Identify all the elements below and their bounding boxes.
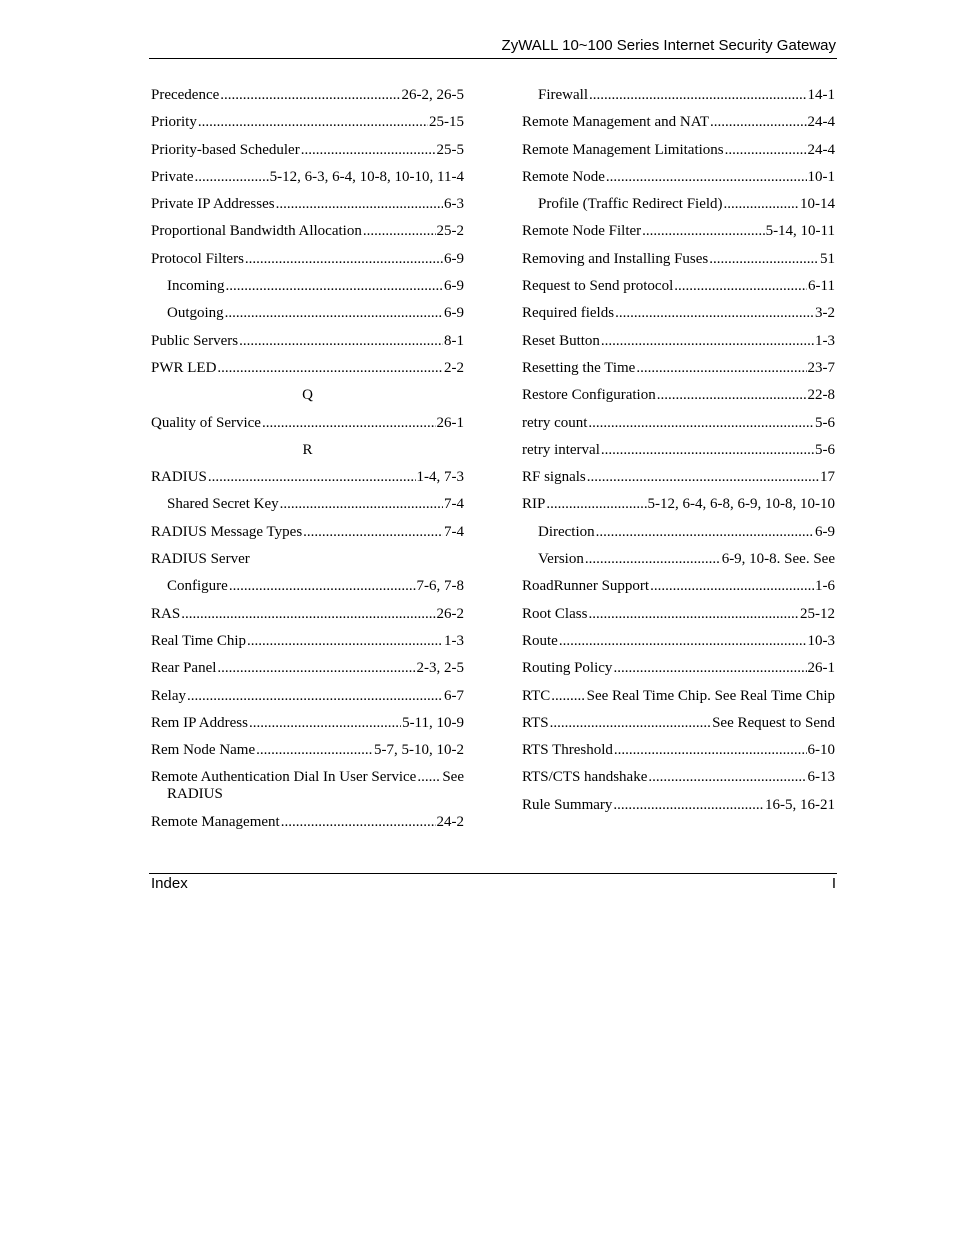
dot-leader bbox=[417, 769, 441, 786]
index-entry bbox=[522, 360, 835, 377]
index-page-refs: 26-2, 26-5 bbox=[401, 87, 464, 103]
index-term: Proportional Bandwidth Allocation bbox=[151, 223, 362, 240]
dot-leader bbox=[281, 814, 436, 831]
index-entry bbox=[522, 469, 835, 486]
index-page-refs: 5-7, 5-10, 10-2 bbox=[374, 742, 464, 759]
index-term: RTC bbox=[522, 687, 551, 704]
index-page-refs: 1-3 bbox=[444, 632, 464, 649]
dot-leader bbox=[642, 223, 764, 240]
dot-leader bbox=[636, 360, 806, 377]
dot-leader bbox=[588, 415, 814, 432]
index-page-refs: 6-9 bbox=[444, 278, 464, 295]
index-entry bbox=[522, 169, 835, 186]
index-term: RAS bbox=[151, 605, 181, 622]
index-page-refs: 16-5, 16-21 bbox=[765, 796, 835, 813]
index-subentry bbox=[522, 524, 835, 541]
dot-leader bbox=[303, 524, 443, 541]
index-letter-heading: Q bbox=[302, 387, 313, 404]
dot-leader bbox=[587, 469, 819, 486]
dot-leader bbox=[650, 578, 814, 595]
dot-leader bbox=[710, 114, 806, 131]
index-term: RADIUS Server bbox=[151, 551, 250, 568]
index-entry bbox=[151, 660, 464, 677]
index-entry bbox=[151, 251, 464, 268]
index-term: RTS bbox=[522, 714, 549, 731]
index-entry bbox=[522, 688, 835, 705]
index-term: RTS Threshold bbox=[522, 742, 613, 759]
index-page-refs: 5-6 bbox=[815, 441, 835, 458]
dot-leader bbox=[276, 196, 443, 213]
index-page-refs: 22-8 bbox=[807, 387, 835, 404]
dot-leader bbox=[588, 606, 799, 623]
index-term: Real Time Chip bbox=[151, 632, 247, 649]
dot-leader bbox=[245, 251, 443, 268]
index-entry bbox=[522, 415, 835, 432]
index-term: Remote Management Limitations bbox=[522, 141, 724, 158]
index-entry bbox=[151, 715, 464, 732]
dot-leader bbox=[550, 715, 711, 732]
index-page-refs: 26-2 bbox=[436, 605, 464, 622]
index-term: Precedence bbox=[151, 87, 220, 103]
index-page-refs: 7-4 bbox=[444, 523, 464, 540]
dot-leader bbox=[181, 606, 435, 623]
index-page-refs: See Request to Send bbox=[712, 714, 835, 731]
index-term: Rem Node Name bbox=[151, 742, 256, 759]
index-term: Reset Button bbox=[522, 332, 600, 349]
footer-page-number: I bbox=[831, 875, 836, 892]
index-page-refs: 24-2 bbox=[436, 813, 464, 830]
dot-leader bbox=[249, 715, 401, 732]
index-entry bbox=[522, 496, 835, 513]
index-term: Quality of Service bbox=[151, 414, 261, 431]
index-page-refs: 7-6, 7-8 bbox=[416, 578, 464, 595]
index-page-refs: 14-1 bbox=[807, 87, 835, 103]
index-term: Remote Node Filter bbox=[522, 223, 642, 240]
index-term: Shared Secret Key bbox=[167, 496, 279, 513]
dot-leader bbox=[229, 578, 416, 595]
index-term: RADIUS bbox=[151, 469, 207, 486]
dot-leader bbox=[725, 142, 807, 159]
dot-leader bbox=[615, 305, 814, 322]
index-page-refs: 24-4 bbox=[807, 141, 835, 158]
index-page-refs: 10-1 bbox=[807, 168, 835, 185]
index-term: Profile (Traffic Redirect Field) bbox=[538, 196, 723, 213]
index-column-right bbox=[522, 87, 835, 824]
index-entry bbox=[522, 715, 835, 732]
index-entry bbox=[522, 633, 835, 650]
dot-leader bbox=[280, 496, 443, 513]
dot-leader bbox=[724, 196, 799, 213]
index-page-refs: 1-6 bbox=[815, 578, 835, 595]
index-entry bbox=[522, 442, 835, 459]
index-term: Priority-based Scheduler bbox=[151, 141, 300, 158]
index-page-refs: See bbox=[442, 769, 464, 786]
dot-leader bbox=[613, 660, 806, 677]
index-term: RF signals bbox=[522, 469, 586, 486]
dot-leader bbox=[589, 87, 807, 104]
index-term: PWR LED bbox=[151, 359, 217, 376]
index-column-left bbox=[151, 87, 464, 841]
index-term: Direction bbox=[538, 523, 595, 540]
index-page-refs: 6-9 bbox=[444, 305, 464, 322]
index-page-refs: 10-14 bbox=[800, 196, 835, 213]
dot-leader bbox=[262, 415, 436, 432]
index-term: RTS/CTS handshake bbox=[522, 769, 648, 786]
index-entry bbox=[151, 142, 464, 159]
dot-leader bbox=[239, 333, 443, 350]
index-page-refs: 26-1 bbox=[436, 414, 464, 431]
index-entry bbox=[151, 469, 464, 486]
dot-leader bbox=[606, 169, 807, 186]
dot-leader bbox=[256, 742, 373, 759]
index-term: Route bbox=[522, 632, 558, 649]
header-divider bbox=[149, 58, 837, 59]
index-term: Rear Panel bbox=[151, 660, 217, 677]
index-page-refs: 17 bbox=[820, 469, 835, 486]
dot-leader bbox=[225, 305, 443, 322]
index-entry bbox=[151, 415, 464, 432]
index-entry bbox=[522, 797, 835, 814]
dot-leader bbox=[559, 633, 807, 650]
index-term: Rem IP Address bbox=[151, 714, 248, 731]
index-subentry bbox=[522, 87, 835, 104]
index-term: Configure bbox=[167, 578, 228, 595]
index-letter-heading: R bbox=[302, 441, 313, 458]
index-entry bbox=[151, 633, 464, 650]
index-entry bbox=[522, 142, 835, 159]
dot-leader bbox=[614, 742, 807, 759]
index-subentry bbox=[522, 196, 835, 213]
index-term: Version bbox=[538, 551, 584, 568]
index-page-refs: 6-13 bbox=[807, 769, 835, 786]
index-entry bbox=[151, 169, 464, 186]
index-entry bbox=[522, 606, 835, 623]
index-page-refs: 3-2 bbox=[815, 305, 835, 322]
index-term: RoadRunner Support bbox=[522, 578, 650, 595]
index-term: Resetting the Time bbox=[522, 359, 636, 376]
index-term: Private bbox=[151, 168, 194, 185]
index-page-refs: 26-1 bbox=[807, 660, 835, 677]
index-page-refs: See Real Time Chip. See Real Time Chip bbox=[586, 687, 835, 704]
index-term: Incoming bbox=[167, 278, 225, 295]
index-term: RADIUS Message Types bbox=[151, 523, 303, 540]
running-header-title: ZyWALL 10~100 Series Internet Security Gateway bbox=[501, 37, 836, 54]
index-entry bbox=[151, 606, 464, 623]
index-subentry bbox=[151, 305, 464, 322]
index-term: Removing and Installing Fuses bbox=[522, 250, 709, 267]
index-subentry bbox=[151, 578, 464, 595]
index-term: Protocol Filters bbox=[151, 250, 244, 267]
dot-leader bbox=[596, 524, 814, 541]
index-page-refs: 6-9 bbox=[444, 250, 464, 267]
index-subentry bbox=[151, 496, 464, 513]
index-page-refs: 5-14, 10-11 bbox=[765, 223, 835, 240]
index-entry bbox=[151, 551, 464, 568]
index-entry bbox=[151, 524, 464, 541]
index-page-refs: 5-12, 6-3, 6-4, 10-8, 10-10, 11-4 bbox=[269, 168, 464, 185]
index-entry bbox=[522, 305, 835, 322]
index-term: Private IP Addresses bbox=[151, 196, 275, 213]
dot-leader bbox=[709, 251, 819, 268]
index-entry bbox=[151, 814, 464, 831]
index-entry bbox=[522, 251, 835, 268]
index-term: RIP bbox=[522, 496, 546, 513]
index-entry bbox=[151, 196, 464, 213]
index-page-refs: 1-3 bbox=[815, 332, 835, 349]
index-entry bbox=[522, 387, 835, 404]
index-entry bbox=[151, 360, 464, 377]
dot-leader bbox=[226, 278, 444, 295]
dot-leader bbox=[217, 660, 415, 677]
index-page-refs: 25-15 bbox=[429, 114, 464, 131]
index-term: Remote Management and NAT bbox=[522, 114, 710, 131]
index-page-refs: 23-7 bbox=[807, 359, 835, 376]
index-page-refs: 24-4 bbox=[807, 114, 835, 131]
index-page-refs: 2-2 bbox=[444, 359, 464, 376]
dot-leader bbox=[613, 797, 764, 814]
index-term: Firewall bbox=[538, 87, 588, 103]
index-term: Outgoing bbox=[167, 305, 224, 322]
index-entry bbox=[522, 769, 835, 786]
index-entry bbox=[151, 769, 464, 803]
index-subentry bbox=[522, 551, 835, 568]
index-page-refs: 6-11 bbox=[808, 278, 835, 295]
index-entry bbox=[151, 114, 464, 131]
dot-leader bbox=[674, 278, 807, 295]
index-page-refs: 25-2 bbox=[436, 223, 464, 240]
index-entry bbox=[522, 660, 835, 677]
index-term: Public Servers bbox=[151, 332, 239, 349]
index-page-refs: 25-5 bbox=[436, 141, 464, 158]
index-entry bbox=[151, 688, 464, 705]
index-page-refs: 25-12 bbox=[800, 605, 835, 622]
footer-divider bbox=[149, 873, 837, 874]
dot-leader bbox=[198, 114, 428, 131]
index-page-refs: 6-7 bbox=[444, 687, 464, 704]
index-term: retry interval bbox=[522, 441, 600, 458]
index-page-refs: 8-1 bbox=[444, 332, 464, 349]
index-page-refs: 6-3 bbox=[444, 196, 464, 213]
footer-section-name: Index bbox=[151, 875, 188, 892]
dot-leader bbox=[648, 769, 806, 786]
index-term: Restore Configuration bbox=[522, 387, 656, 404]
dot-leader bbox=[301, 142, 436, 159]
dot-leader bbox=[220, 87, 400, 104]
dot-leader bbox=[363, 223, 436, 240]
index-page-refs: 2-3, 2-5 bbox=[416, 660, 464, 677]
index-term: Required fields bbox=[522, 305, 615, 322]
index-term: Rule Summary bbox=[522, 796, 613, 813]
index-entry-continuation: RADIUS bbox=[167, 786, 223, 803]
dot-leader bbox=[208, 469, 416, 486]
dot-leader bbox=[551, 688, 585, 705]
dot-leader bbox=[195, 169, 269, 186]
index-term: Relay bbox=[151, 687, 186, 704]
index-entry bbox=[522, 742, 835, 759]
index-page-refs: 7-4 bbox=[444, 496, 464, 513]
index-term: Routing Policy bbox=[522, 660, 613, 677]
index-page-refs: 6-9 bbox=[815, 523, 835, 540]
index-term: Remote Node bbox=[522, 168, 605, 185]
index-page-refs: 5-6 bbox=[815, 414, 835, 431]
index-entry bbox=[522, 223, 835, 240]
index-page-refs: 10-3 bbox=[807, 632, 835, 649]
index-page-refs: 5-11, 10-9 bbox=[402, 714, 464, 731]
index-page-refs: 1-4, 7-3 bbox=[416, 469, 464, 486]
index-page-refs: 6-9, 10-8. See. See bbox=[721, 551, 835, 568]
index-entry bbox=[151, 223, 464, 240]
dot-leader bbox=[546, 496, 646, 513]
dot-leader bbox=[585, 551, 721, 568]
index-term: Priority bbox=[151, 114, 197, 131]
index-term: Request to Send protocol bbox=[522, 278, 674, 295]
dot-leader bbox=[187, 688, 443, 705]
index-page-refs: 51 bbox=[820, 250, 835, 267]
dot-leader bbox=[601, 442, 814, 459]
index-page-refs: 6-10 bbox=[807, 742, 835, 759]
dot-leader bbox=[601, 333, 814, 350]
index-term: Remote Management bbox=[151, 813, 280, 830]
dot-leader bbox=[217, 360, 443, 377]
index-entry bbox=[151, 87, 464, 104]
index-term: Root Class bbox=[522, 605, 588, 622]
index-entry bbox=[151, 333, 464, 350]
dot-leader bbox=[657, 387, 807, 404]
index-entry bbox=[522, 114, 835, 131]
dot-leader bbox=[247, 633, 443, 650]
index-entry bbox=[522, 578, 835, 595]
index-entry bbox=[522, 333, 835, 350]
index-entry bbox=[522, 278, 835, 295]
index-term: retry count bbox=[522, 414, 588, 431]
index-entry bbox=[151, 742, 464, 759]
index-subentry bbox=[151, 278, 464, 295]
index-term: Remote Authentication Dial In User Service bbox=[151, 769, 417, 786]
index-page-refs: 5-12, 6-4, 6-8, 6-9, 10-8, 10-10 bbox=[647, 496, 835, 513]
